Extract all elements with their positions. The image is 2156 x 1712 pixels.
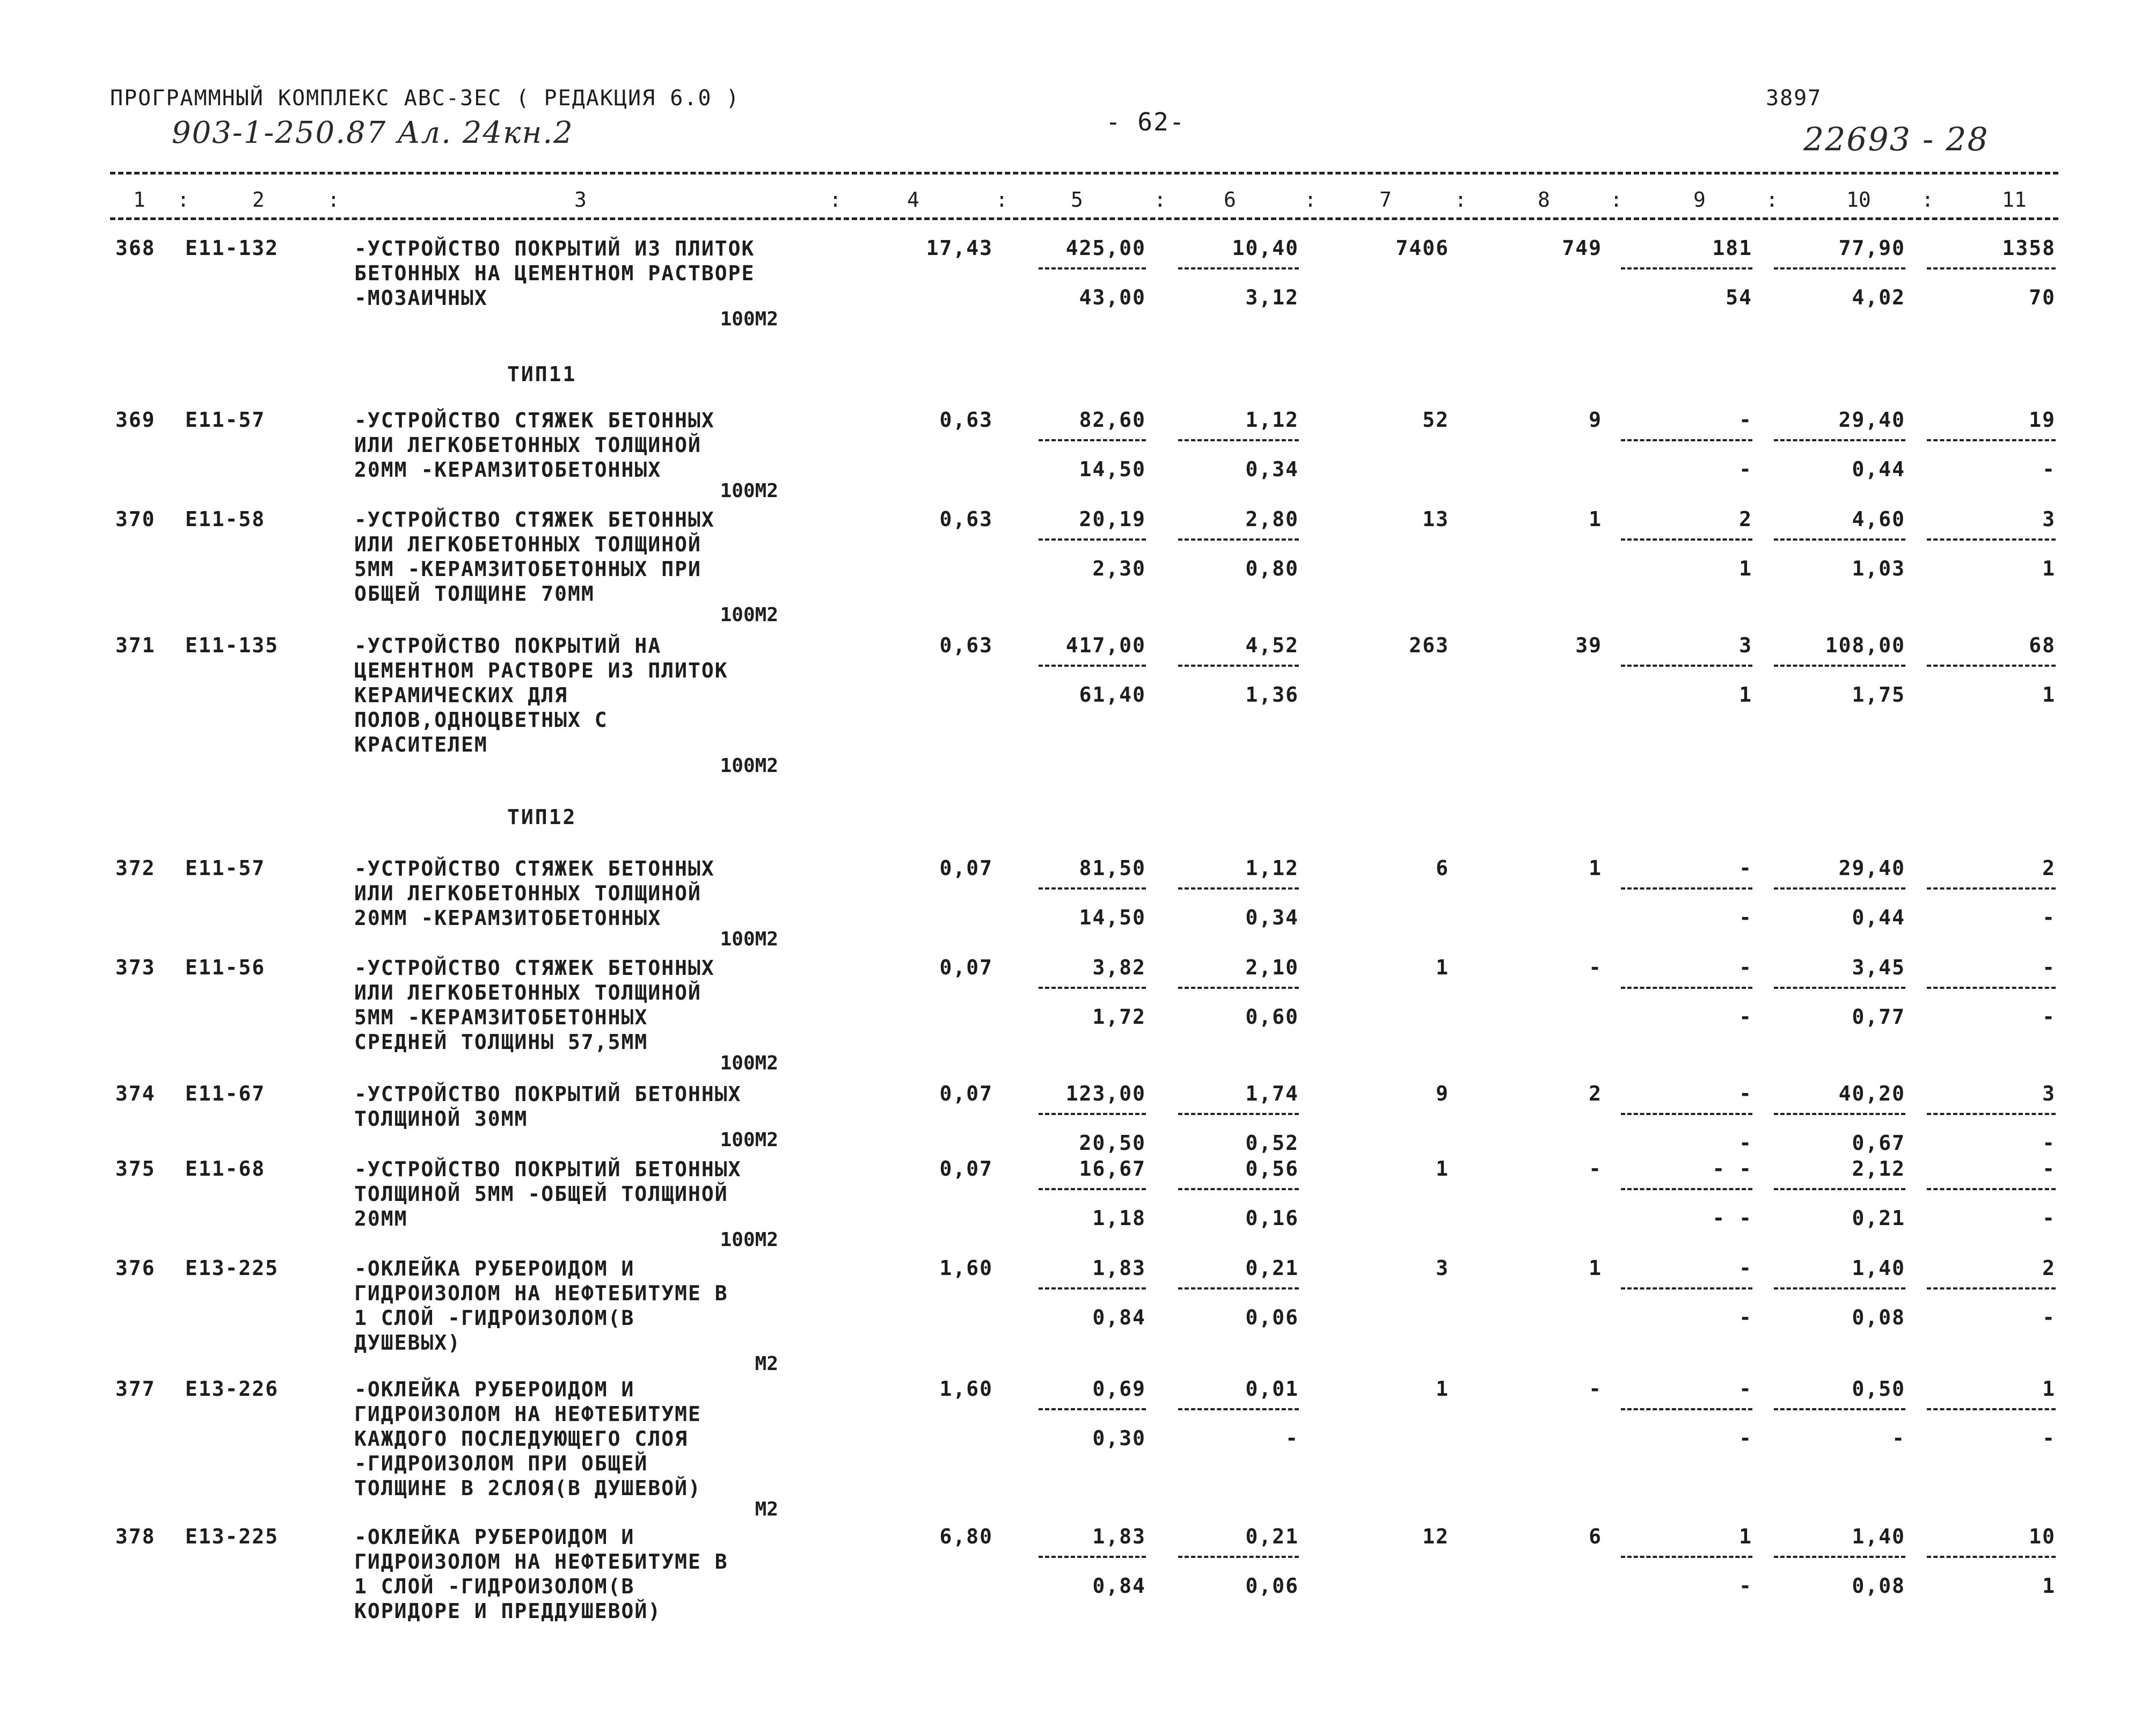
fraction-divider: [1927, 987, 2056, 989]
unit-cost-wages: 0,30: [1092, 1426, 1146, 1450]
fraction-divider: [1039, 439, 1146, 441]
work-description-line: ТОЛЩИНЕ В 2СЛОЯ(В ДУШЕВОЙ): [354, 1476, 701, 1500]
unit-cost-wages: 1,72: [1092, 1005, 1146, 1029]
total-machine-wages: -: [1739, 1426, 1752, 1450]
column-separator: :: [1304, 188, 1317, 212]
column-header-2: 2: [252, 188, 265, 212]
labor-total: 3: [2042, 507, 2056, 531]
unit-cost-wages: 61,40: [1079, 683, 1146, 706]
column-separator: :: [327, 188, 340, 212]
work-description-line: -УСТРОЙСТВО СТЯЖЕК БЕТОННЫХ: [354, 409, 715, 432]
quantity: 0,63: [939, 633, 993, 657]
unit-of-measure: 100М2: [720, 1229, 778, 1251]
fraction-divider: [1621, 887, 1752, 890]
rate-code: Е11-67: [185, 1082, 266, 1105]
rate-code: Е11-68: [185, 1157, 266, 1181]
unit-cost-total: 20,19: [1079, 507, 1146, 531]
unit-cost-machine-wages: -: [1285, 1426, 1299, 1450]
unit-cost-machine-wages: 0,52: [1245, 1131, 1299, 1155]
total-cost: 1: [1436, 956, 1449, 979]
work-description-line: -УСТРОЙСТВО СТЯЖЕК БЕТОННЫХ: [354, 956, 715, 980]
labor-per-unit: 2,12: [1852, 1157, 1905, 1181]
quantity: 1,60: [939, 1377, 993, 1401]
rate-code: Е11-135: [185, 633, 279, 657]
work-description-line: -УСТРОЙСТВО ПОКРЫТИЙ ИЗ ПЛИТОК: [354, 237, 755, 260]
total-wages: -: [1589, 956, 1602, 979]
unit-cost-wages: 0,84: [1092, 1574, 1146, 1598]
work-description-line: ГИДРОИЗОЛОМ НА НЕФТЕБИТУМЕ В: [354, 1281, 728, 1305]
total-wages: 6: [1589, 1525, 1602, 1548]
work-description-line: 20ММ -КЕРАМЗИТОБЕТОННЫХ: [354, 458, 662, 482]
unit-cost-total: 1,83: [1092, 1256, 1146, 1280]
fraction-divider: [1178, 665, 1299, 667]
quantity: 0,07: [939, 956, 993, 979]
fraction-divider: [1178, 1188, 1299, 1190]
unit-cost-machine-wages: 0,60: [1245, 1005, 1299, 1029]
labor-total-machinists: -: [2042, 1306, 2056, 1329]
work-description-line: ТОЛЩИНОЙ 5ММ -ОБЩЕЙ ТОЛЩИНОЙ: [354, 1182, 728, 1206]
fraction-divider: [1621, 1188, 1752, 1190]
column-header-4: 4: [907, 188, 919, 212]
unit-cost-machine-wages: 0,34: [1245, 906, 1299, 929]
column-header-3: 3: [574, 188, 587, 212]
unit-of-measure: М2: [755, 1498, 778, 1520]
fraction-divider: [1927, 538, 2056, 541]
fraction-divider: [1774, 1113, 1905, 1115]
column-separator: :: [1921, 188, 1934, 212]
unit-cost-wages: 14,50: [1079, 906, 1146, 929]
work-description-line: -МОЗАИЧНЫХ: [354, 286, 488, 310]
unit-cost-machine-wages: 3,12: [1245, 286, 1299, 309]
fraction-divider: [1621, 439, 1752, 441]
row-number: 370: [115, 507, 156, 531]
column-header-1: 1: [133, 188, 145, 212]
row-number: 371: [115, 633, 156, 657]
fraction-divider: [1039, 1556, 1146, 1558]
unit-cost-machine-wages: 0,16: [1245, 1206, 1299, 1230]
fraction-divider: [1178, 1113, 1299, 1115]
fraction-divider: [1927, 267, 2056, 269]
column-separator: :: [1766, 188, 1778, 212]
unit-cost-machines: 1,74: [1245, 1082, 1299, 1105]
row-number: 374: [115, 1082, 156, 1105]
total-machines: -: [1739, 1082, 1752, 1105]
labor-per-unit-machinists: 1,03: [1852, 557, 1905, 580]
column-separator: :: [996, 188, 1008, 212]
fraction-divider: [1621, 1556, 1752, 1558]
total-cost: 1: [1436, 1377, 1449, 1401]
unit-of-measure: 100М2: [720, 755, 778, 777]
labor-per-unit-machinists: 1,75: [1852, 683, 1905, 706]
total-machines: -: [1739, 1377, 1752, 1401]
work-description-line: -УСТРОЙСТВО ПОКРЫТИЙ НА: [354, 634, 662, 658]
quantity: 0,07: [939, 856, 993, 880]
labor-total: 1358: [2002, 236, 2056, 260]
quantity: 0,63: [939, 408, 993, 432]
unit-cost-wages: 0,84: [1092, 1306, 1146, 1329]
work-description-line: 1 СЛОЙ -ГИДРОИЗОЛОМ(В: [354, 1306, 635, 1330]
work-description-line: -ОКЛЕЙКА РУБЕРОИДОМ И: [354, 1525, 635, 1549]
total-wages: -: [1589, 1157, 1602, 1181]
fraction-divider: [1039, 1408, 1146, 1410]
total-machine-wages: -: [1739, 457, 1752, 481]
labor-total-machinists: 70: [2029, 286, 2056, 309]
unit-of-measure: 100М2: [720, 1129, 778, 1151]
total-machine-wages: -: [1739, 1306, 1752, 1329]
total-cost: 52: [1422, 408, 1449, 432]
labor-total-machinists: 1: [2042, 683, 2056, 706]
unit-cost-wages: 14,50: [1079, 457, 1146, 481]
work-description-line: ГИДРОИЗОЛОМ НА НЕФТЕБИТУМЕ В: [354, 1550, 728, 1573]
column-header-5: 5: [1071, 188, 1083, 212]
labor-total-machinists: -: [2042, 1206, 2056, 1230]
labor-total: 2: [2042, 1256, 2056, 1280]
work-description-line: КЕРАМИЧЕСКИХ ДЛЯ: [354, 683, 568, 707]
quantity: 0,07: [939, 1157, 993, 1181]
total-machines: -: [1739, 956, 1752, 979]
unit-cost-wages: 43,00: [1079, 286, 1146, 309]
column-header-8: 8: [1538, 188, 1550, 212]
rate-code: Е11-58: [185, 507, 266, 531]
fraction-divider: [1039, 1188, 1146, 1190]
row-number: 376: [115, 1256, 156, 1280]
unit-of-measure: 100М2: [720, 308, 778, 330]
labor-per-unit-machinists: 0,44: [1852, 906, 1905, 929]
total-cost: 3: [1436, 1256, 1449, 1280]
page-number: - 62-: [1106, 107, 1186, 136]
sheet-number: 3897: [1766, 86, 1822, 111]
column-header-10: 10: [1846, 188, 1871, 212]
row-number: 368: [115, 236, 156, 260]
total-machine-wages: 54: [1726, 286, 1752, 309]
fraction-divider: [1039, 1113, 1146, 1115]
total-machine-wages: - -: [1712, 1206, 1752, 1230]
labor-total: 1: [2042, 1377, 2056, 1401]
unit-cost-machines: 0,56: [1245, 1157, 1299, 1181]
fraction-divider: [1774, 267, 1905, 269]
unit-cost-wages: 20,50: [1079, 1131, 1146, 1155]
work-description-line: ИЛИ ЛЕГКОБЕТОННЫХ ТОЛЩИНОЙ: [354, 882, 701, 905]
labor-total: -: [2042, 1157, 2056, 1181]
labor-per-unit-machinists: 0,67: [1852, 1131, 1905, 1155]
labor-total: 10: [2029, 1525, 2056, 1548]
labor-total-machinists: -: [2042, 457, 2056, 481]
unit-cost-total: 417,00: [1065, 633, 1146, 657]
total-machines: 3: [1739, 633, 1752, 657]
column-separator: :: [177, 188, 189, 212]
fraction-divider: [1774, 665, 1905, 667]
fraction-divider: [1178, 1287, 1299, 1290]
unit-cost-total: 3,82: [1092, 956, 1146, 979]
work-description-line: 20ММ -КЕРАМЗИТОБЕТОННЫХ: [354, 906, 662, 930]
total-machine-wages: -: [1739, 1574, 1752, 1598]
fraction-divider: [1927, 1408, 2056, 1410]
fraction-divider: [1621, 538, 1752, 541]
unit-cost-machines: 2,10: [1245, 956, 1299, 979]
labor-per-unit: 4,60: [1852, 507, 1905, 531]
labor-per-unit-machinists: 4,02: [1852, 286, 1905, 309]
total-wages: 9: [1589, 408, 1602, 432]
unit-cost-total: 0,69: [1092, 1377, 1146, 1401]
unit-of-measure: 100М2: [720, 480, 778, 502]
fraction-divider: [1178, 267, 1299, 269]
fraction-divider: [1178, 1408, 1299, 1410]
total-machine-wages: 1: [1739, 557, 1752, 580]
fraction-divider: [1774, 987, 1905, 989]
handwritten-reference-right: 22693 - 28: [1803, 121, 1989, 158]
total-wages: 1: [1589, 856, 1602, 880]
unit-cost-machines: 4,52: [1245, 633, 1299, 657]
work-description-line: КРАСИТЕЛЕМ: [354, 733, 488, 756]
work-description-line: 5ММ -КЕРАМЗИТОБЕТОННЫХ: [354, 1006, 648, 1029]
total-machines: 2: [1739, 507, 1752, 531]
rate-code: Е13-225: [185, 1525, 279, 1548]
total-machine-wages: 1: [1739, 683, 1752, 706]
labor-total-machinists: 1: [2042, 1574, 2056, 1598]
quantity: 6,80: [939, 1525, 993, 1548]
unit-of-measure: 100М2: [720, 604, 778, 626]
fraction-divider: [1621, 987, 1752, 989]
total-wages: 749: [1562, 236, 1602, 260]
total-wages: 1: [1589, 507, 1602, 531]
row-number: 369: [115, 408, 156, 432]
total-wages: 1: [1589, 1256, 1602, 1280]
work-description-line: ИЛИ ЛЕГКОБЕТОННЫХ ТОЛЩИНОЙ: [354, 981, 701, 1004]
fraction-divider: [1039, 1287, 1146, 1290]
work-description-line: ИЛИ ЛЕГКОБЕТОННЫХ ТОЛЩИНОЙ: [354, 533, 701, 556]
labor-per-unit: 77,90: [1838, 236, 1905, 260]
row-number: 378: [115, 1525, 156, 1548]
unit-of-measure: М2: [755, 1353, 778, 1375]
unit-cost-machine-wages: 0,06: [1245, 1306, 1299, 1329]
section-heading: ТИП12: [507, 805, 577, 829]
column-header-11: 11: [2002, 188, 2027, 212]
fraction-divider: [1927, 1188, 2056, 1190]
fraction-divider: [1927, 1556, 2056, 1558]
fraction-divider: [1774, 1287, 1905, 1290]
fraction-divider: [1774, 1556, 1905, 1558]
fraction-divider: [1774, 1408, 1905, 1410]
work-description-line: ИЛИ ЛЕГКОБЕТОННЫХ ТОЛЩИНОЙ: [354, 433, 701, 457]
labor-per-unit-machinists: 0,08: [1852, 1306, 1905, 1329]
labor-total: 3: [2042, 1082, 2056, 1105]
fraction-divider: [1039, 538, 1146, 541]
column-separator: :: [1154, 188, 1166, 212]
unit-cost-total: 81,50: [1079, 856, 1146, 880]
total-cost: 1: [1436, 1157, 1449, 1181]
column-header-6: 6: [1224, 188, 1236, 212]
unit-of-measure: 100М2: [720, 928, 778, 950]
quantity: 0,63: [939, 507, 993, 531]
unit-cost-wages: 2,30: [1092, 557, 1146, 580]
total-machine-wages: -: [1739, 906, 1752, 929]
total-cost: 6: [1436, 856, 1449, 880]
fraction-divider: [1621, 1408, 1752, 1410]
quantity: 17,43: [926, 236, 993, 260]
work-description-line: -УСТРОЙСТВО ПОКРЫТИЙ БЕТОННЫХ: [354, 1157, 742, 1181]
labor-per-unit: 1,40: [1852, 1256, 1905, 1280]
total-wages: 39: [1575, 633, 1602, 657]
labor-per-unit: 108,00: [1825, 633, 1905, 657]
fraction-divider: [1621, 1113, 1752, 1115]
fraction-divider: [1039, 887, 1146, 890]
work-description-line: ПОЛОВ,ОДНОЦВЕТНЫХ С: [354, 708, 608, 732]
fraction-divider: [1178, 887, 1299, 890]
fraction-divider: [1178, 439, 1299, 441]
work-description-line: -ОКЛЕЙКА РУБЕРОИДОМ И: [354, 1378, 635, 1401]
unit-cost-total: 123,00: [1065, 1082, 1146, 1105]
work-description-line: 5ММ -КЕРАМЗИТОБЕТОННЫХ ПРИ: [354, 557, 701, 581]
total-machines: 1: [1739, 1525, 1752, 1548]
unit-cost-machines: 1,12: [1245, 408, 1299, 432]
fraction-divider: [1927, 887, 2056, 890]
unit-cost-machines: 10,40: [1232, 236, 1299, 260]
column-separator: :: [1455, 188, 1467, 212]
work-description-line: ГИДРОИЗОЛОМ НА НЕФТЕБИТУМЕ: [354, 1402, 701, 1426]
total-cost: 263: [1409, 633, 1449, 657]
total-machines: -: [1739, 408, 1752, 432]
total-cost: 12: [1422, 1525, 1449, 1548]
labor-total-machinists: -: [2042, 906, 2056, 929]
work-description-line: -ГИДРОИЗОЛОМ ПРИ ОБЩЕЙ: [354, 1452, 648, 1475]
row-number: 377: [115, 1377, 156, 1401]
work-description-line: БЕТОННЫХ НА ЦЕМЕНТНОМ РАСТВОРЕ: [354, 261, 755, 285]
work-description-line: КАЖДОГО ПОСЛЕДУЮЩЕГО СЛОЯ: [354, 1427, 688, 1451]
rate-code: Е11-56: [185, 956, 266, 979]
fraction-divider: [1178, 538, 1299, 541]
labor-per-unit-machinists: -: [1892, 1426, 1905, 1450]
fraction-divider: [1621, 665, 1752, 667]
fraction-divider: [1039, 665, 1146, 667]
unit-cost-total: 82,60: [1079, 408, 1146, 432]
fraction-divider: [1774, 439, 1905, 441]
rate-code: Е13-225: [185, 1256, 279, 1280]
total-machines: -: [1739, 856, 1752, 880]
unit-cost-total: 1,83: [1092, 1525, 1146, 1548]
work-description-line: СРЕДНЕЙ ТОЛЩИНЫ 57,5ММ: [354, 1030, 648, 1054]
labor-per-unit: 29,40: [1838, 408, 1905, 432]
work-description-line: ОБЩЕЙ ТОЛЩИНЕ 70ММ: [354, 582, 595, 606]
row-number: 375: [115, 1157, 156, 1181]
unit-cost-machines: 0,01: [1245, 1377, 1299, 1401]
quantity: 0,07: [939, 1082, 993, 1105]
labor-per-unit: 1,40: [1852, 1525, 1905, 1548]
labor-total: 2: [2042, 856, 2056, 880]
work-description-line: ДУШЕВЫХ): [354, 1331, 462, 1354]
total-machines: -: [1739, 1256, 1752, 1280]
program-title: ПРОГРАММНЫЙ КОМПЛЕКС АВС-ЗЕС ( РЕДАКЦИЯ 6.0 ): [110, 86, 740, 111]
work-description-line: -УСТРОЙСТВО ПОКРЫТИЙ БЕТОННЫХ: [354, 1082, 742, 1106]
labor-per-unit-machinists: 0,21: [1852, 1206, 1905, 1230]
labor-per-unit: 40,20: [1838, 1082, 1905, 1105]
labor-per-unit-machinists: 0,77: [1852, 1005, 1905, 1029]
unit-cost-machine-wages: 0,34: [1245, 457, 1299, 481]
fraction-divider: [1927, 439, 2056, 441]
fraction-divider: [1774, 538, 1905, 541]
labor-total-machinists: 1: [2042, 557, 2056, 580]
unit-cost-total: 425,00: [1065, 236, 1146, 260]
fraction-divider: [1927, 1113, 2056, 1115]
column-header-7: 7: [1379, 188, 1392, 212]
unit-cost-machines: 0,21: [1245, 1525, 1299, 1548]
labor-per-unit: 29,40: [1838, 856, 1905, 880]
fraction-divider: [1178, 1556, 1299, 1558]
rate-code: Е11-57: [185, 856, 266, 880]
total-wages: 2: [1589, 1082, 1602, 1105]
unit-cost-wages: 1,18: [1092, 1206, 1146, 1230]
unit-cost-machine-wages: 0,80: [1245, 557, 1299, 580]
labor-total-machinists: -: [2042, 1131, 2056, 1155]
labor-per-unit-machinists: 0,44: [1852, 457, 1905, 481]
labor-total: 68: [2029, 633, 2056, 657]
column-separator: :: [1610, 188, 1623, 212]
unit-cost-total: 16,67: [1079, 1157, 1146, 1181]
rate-code: Е11-57: [185, 408, 266, 432]
labor-per-unit: 3,45: [1852, 956, 1905, 979]
fraction-divider: [1178, 987, 1299, 989]
row-number: 373: [115, 956, 156, 979]
work-description-line: -ОКЛЕЙКА РУБЕРОИДОМ И: [354, 1257, 635, 1280]
unit-cost-machines: 0,21: [1245, 1256, 1299, 1280]
work-description-line: ТОЛЩИНОЙ 30ММ: [354, 1107, 528, 1131]
rate-code: Е13-226: [185, 1377, 279, 1401]
handwritten-reference-left: 903-1-250.87 Ал. 24кн.2: [172, 115, 574, 150]
unit-cost-machines: 2,80: [1245, 507, 1299, 531]
fraction-divider: [1774, 887, 1905, 890]
fraction-divider: [1039, 987, 1146, 989]
unit-of-measure: 100М2: [720, 1052, 778, 1074]
row-number: 372: [115, 856, 156, 880]
total-cost: 9: [1436, 1082, 1449, 1105]
total-machines: 181: [1712, 236, 1752, 260]
total-cost: 13: [1422, 507, 1449, 531]
labor-total-machinists: -: [2042, 1426, 2056, 1450]
labor-total: 19: [2029, 408, 2056, 432]
work-description-line: -УСТРОЙСТВО СТЯЖЕК БЕТОННЫХ: [354, 508, 715, 531]
work-description-line: ЦЕМЕНТНОМ РАСТВОРЕ ИЗ ПЛИТОК: [354, 659, 728, 682]
total-cost: 7406: [1395, 236, 1449, 260]
fraction-divider: [1621, 1287, 1752, 1290]
quantity: 1,60: [939, 1256, 993, 1280]
column-separator: :: [829, 188, 842, 212]
total-machines: - -: [1712, 1157, 1752, 1181]
work-description-line: 1 СЛОЙ -ГИДРОИЗОЛОМ(В: [354, 1575, 635, 1598]
total-machine-wages: -: [1739, 1131, 1752, 1155]
labor-per-unit: 0,50: [1852, 1377, 1905, 1401]
unit-cost-machine-wages: 1,36: [1245, 683, 1299, 706]
fraction-divider: [1927, 1287, 2056, 1290]
work-description-line: КОРИДОРЕ И ПРЕДДУШЕВОЙ): [354, 1599, 662, 1623]
labor-total-machinists: -: [2042, 1005, 2056, 1029]
fraction-divider: [1927, 665, 2056, 667]
unit-cost-machine-wages: 0,06: [1245, 1574, 1299, 1598]
fraction-divider: [1039, 267, 1146, 269]
fraction-divider: [1621, 267, 1752, 269]
rate-code: Е11-132: [185, 236, 279, 260]
column-header-9: 9: [1693, 188, 1706, 212]
total-wages: -: [1589, 1377, 1602, 1401]
total-machine-wages: -: [1739, 1005, 1752, 1029]
labor-total: -: [2042, 956, 2056, 979]
work-description-line: -УСТРОЙСТВО СТЯЖЕК БЕТОННЫХ: [354, 857, 715, 880]
unit-cost-machines: 1,12: [1245, 856, 1299, 880]
labor-per-unit-machinists: 0,08: [1852, 1574, 1905, 1598]
work-description-line: 20ММ: [354, 1207, 408, 1230]
section-heading: ТИП11: [507, 362, 577, 386]
fraction-divider: [1774, 1188, 1905, 1190]
